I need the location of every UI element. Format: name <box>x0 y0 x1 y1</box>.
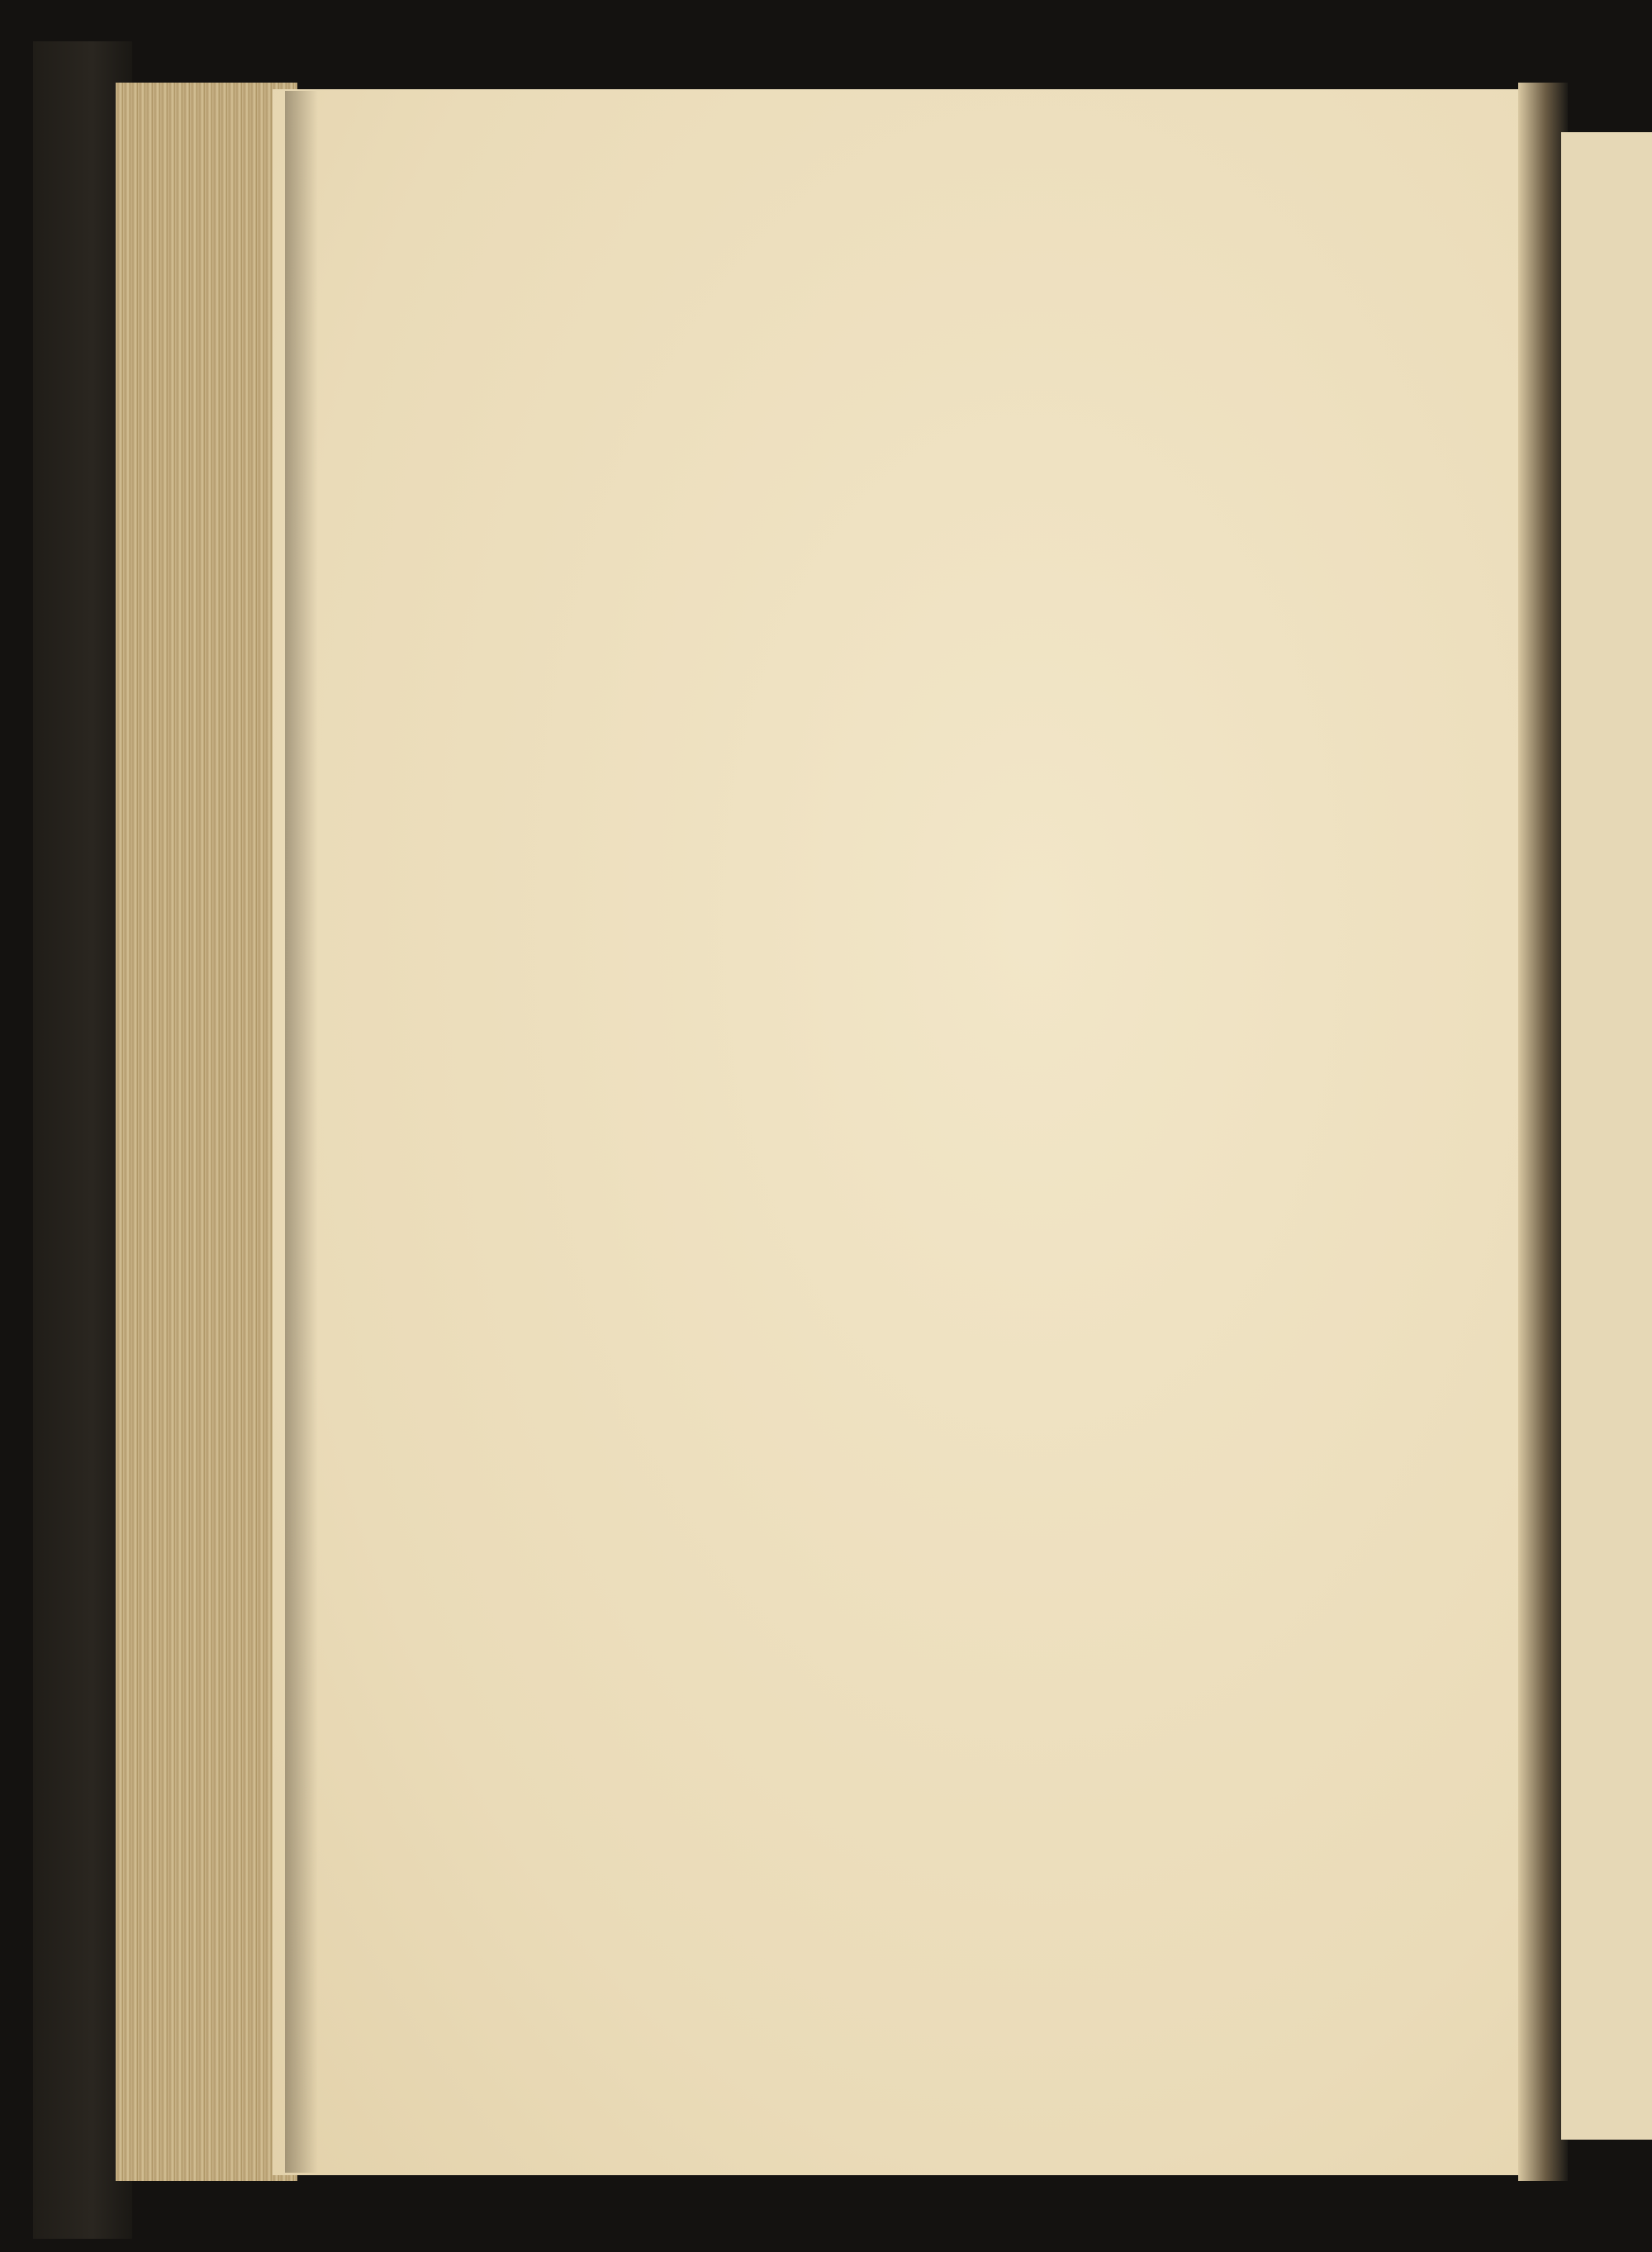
book-gutter <box>1518 83 1568 2181</box>
running-head <box>489 188 1488 230</box>
page-edges <box>116 83 297 2181</box>
page-shadow <box>285 91 318 2173</box>
next-page-fragments-top <box>1561 132 1652 248</box>
book-page <box>273 89 1536 2175</box>
next-page-edge <box>1561 132 1652 2140</box>
next-page-fragments-bottom <box>1561 248 1652 345</box>
